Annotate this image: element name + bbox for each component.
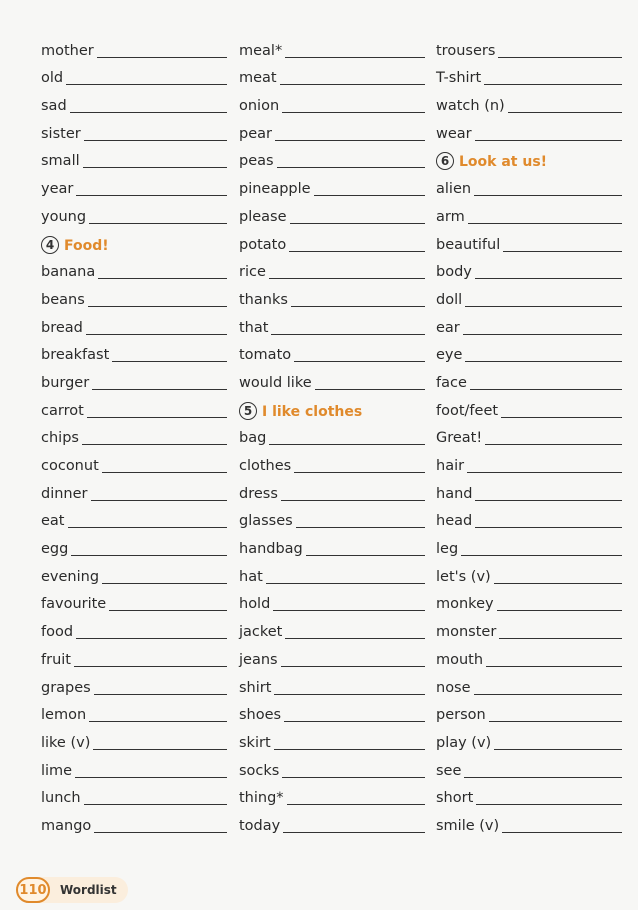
answer-line <box>475 500 622 501</box>
word-label: jacket <box>239 624 283 641</box>
word-label: food <box>41 624 74 641</box>
word-label: thing* <box>239 790 284 807</box>
word-row <box>436 337 622 365</box>
word-label: see <box>436 762 462 779</box>
answer-line <box>465 306 622 307</box>
word-group <box>436 170 622 835</box>
word-label: let's (v) <box>436 568 491 585</box>
answer-line <box>475 140 622 141</box>
word-label: banana <box>41 264 96 281</box>
answer-line <box>281 500 425 501</box>
answer-line <box>498 57 622 58</box>
word-label: hand <box>436 485 473 502</box>
word-row <box>239 87 425 115</box>
word-label: burger <box>41 374 90 391</box>
word-label: old <box>41 70 64 87</box>
word-row <box>436 697 622 725</box>
word-label: wear <box>436 125 472 142</box>
answer-line <box>294 472 425 473</box>
word-label: mango <box>41 817 92 834</box>
answer-line <box>86 334 227 335</box>
word-row <box>436 503 622 531</box>
answer-line <box>93 749 227 750</box>
word-label: please <box>239 208 287 225</box>
word-row <box>436 447 622 475</box>
word-label: peas <box>239 153 274 170</box>
answer-line <box>66 84 227 85</box>
column-3 <box>436 32 622 835</box>
answer-line <box>296 527 425 528</box>
answer-line <box>508 112 622 113</box>
word-label: smile (v) <box>436 817 500 834</box>
word-label: shirt <box>239 679 272 696</box>
answer-line <box>269 278 425 279</box>
page-number: 110 <box>16 877 50 903</box>
word-label: bread <box>41 319 83 336</box>
word-row <box>239 558 425 586</box>
answer-line <box>92 389 227 390</box>
word-group <box>436 32 622 143</box>
word-row <box>41 669 227 697</box>
answer-line <box>88 306 227 307</box>
word-label: eye <box>436 347 463 364</box>
word-row <box>41 281 227 309</box>
word-label: shoes <box>239 707 282 724</box>
word-row <box>436 309 622 337</box>
word-row <box>41 115 227 143</box>
answer-line <box>485 444 622 445</box>
word-label: chips <box>41 430 79 447</box>
answer-line <box>476 804 622 805</box>
word-row <box>239 503 425 531</box>
answer-line <box>84 140 227 141</box>
word-label: face <box>436 374 467 391</box>
answer-line <box>275 140 425 141</box>
word-label: lemon <box>41 707 87 724</box>
answer-line <box>484 84 622 85</box>
answer-line <box>98 278 227 279</box>
word-label: beans <box>41 291 85 308</box>
word-label: tomato <box>239 347 292 364</box>
word-row <box>41 60 227 88</box>
word-label: evening <box>41 568 100 585</box>
word-label: dinner <box>41 485 88 502</box>
answer-line <box>274 694 425 695</box>
word-label: head <box>436 513 473 530</box>
answer-line <box>71 555 227 556</box>
word-label: hat <box>239 568 263 585</box>
answer-line <box>291 306 425 307</box>
word-label: Great! <box>436 430 483 447</box>
word-row <box>239 669 425 697</box>
word-row <box>436 420 622 448</box>
word-label: hold <box>239 596 271 613</box>
word-label: onion <box>239 98 280 115</box>
answer-line <box>70 112 227 113</box>
word-label: lime <box>41 762 73 779</box>
answer-line <box>83 167 227 168</box>
word-row <box>239 697 425 725</box>
answer-line <box>91 500 228 501</box>
word-row <box>239 170 425 198</box>
word-label: breakfast <box>41 347 110 364</box>
answer-line <box>464 777 622 778</box>
answer-line <box>290 223 425 224</box>
column-2 <box>239 32 425 835</box>
word-row <box>239 807 425 835</box>
answer-line <box>494 583 622 584</box>
word-label: monster <box>436 624 497 641</box>
answer-line <box>501 417 622 418</box>
word-label: dress <box>239 485 278 502</box>
word-row <box>41 530 227 558</box>
word-row <box>436 780 622 808</box>
answer-line <box>269 444 425 445</box>
word-row <box>239 281 425 309</box>
answer-line <box>475 527 622 528</box>
word-row <box>239 641 425 669</box>
word-group <box>239 32 425 392</box>
section-number-badge: 4 <box>41 236 59 254</box>
word-row <box>41 364 227 392</box>
answer-line <box>112 361 227 362</box>
word-row <box>41 87 227 115</box>
word-row <box>239 32 425 60</box>
word-row <box>436 807 622 835</box>
word-label: monkey <box>436 596 494 613</box>
word-row <box>239 115 425 143</box>
word-label: play (v) <box>436 734 492 751</box>
word-row <box>436 392 622 420</box>
word-label: today <box>239 817 281 834</box>
answer-line <box>284 721 425 722</box>
word-label: T-shirt <box>436 70 482 87</box>
word-label: rice <box>239 264 266 281</box>
word-row <box>41 503 227 531</box>
answer-line <box>467 472 622 473</box>
answer-line <box>474 694 622 695</box>
answer-line <box>266 583 425 584</box>
word-row <box>436 198 622 226</box>
word-row <box>239 475 425 503</box>
word-row <box>41 170 227 198</box>
word-row <box>41 724 227 752</box>
word-label: handbag <box>239 541 303 558</box>
word-row <box>239 226 425 254</box>
word-row <box>41 807 227 835</box>
word-label: trousers <box>436 42 496 59</box>
answer-line <box>294 361 425 362</box>
word-label: person <box>436 707 486 724</box>
word-label: mouth <box>436 651 484 668</box>
word-row <box>436 87 622 115</box>
word-label: socks <box>239 762 280 779</box>
word-group <box>41 32 227 226</box>
word-row <box>41 337 227 365</box>
word-row <box>436 475 622 503</box>
answer-line <box>285 57 425 58</box>
answer-line <box>283 832 425 833</box>
word-label: lunch <box>41 790 81 807</box>
answer-line <box>76 195 227 196</box>
footer-label: Wordlist <box>60 883 117 897</box>
word-label: small <box>41 153 80 170</box>
column-1 <box>41 32 227 835</box>
word-row <box>239 198 425 226</box>
word-row <box>239 60 425 88</box>
word-row <box>41 198 227 226</box>
answer-line <box>281 666 425 667</box>
word-row <box>41 32 227 60</box>
word-label: jeans <box>239 651 278 668</box>
word-group <box>41 254 227 835</box>
answer-line <box>461 555 622 556</box>
word-row <box>436 641 622 669</box>
answer-line <box>489 721 622 722</box>
word-row <box>239 143 425 171</box>
word-label: skirt <box>239 734 271 751</box>
word-row <box>239 752 425 780</box>
word-label: body <box>436 264 472 281</box>
word-row <box>436 613 622 641</box>
word-label: coconut <box>41 458 99 474</box>
answer-line <box>465 361 622 362</box>
word-row <box>41 558 227 586</box>
word-row <box>239 420 425 448</box>
answer-line <box>289 251 425 252</box>
word-label: that <box>239 319 269 336</box>
answer-line <box>282 112 425 113</box>
answer-line <box>314 195 425 196</box>
word-row <box>239 586 425 614</box>
page-footer <box>0 873 130 907</box>
word-row <box>436 254 622 282</box>
word-row <box>239 254 425 282</box>
answer-line <box>97 57 227 58</box>
word-label: leg <box>436 541 459 558</box>
answer-line <box>287 804 425 805</box>
word-row <box>436 586 622 614</box>
answer-line <box>470 389 622 390</box>
word-row <box>41 697 227 725</box>
word-label: alien <box>436 181 472 198</box>
answer-line <box>68 527 228 528</box>
section-title: Food! <box>64 237 109 254</box>
word-row <box>41 586 227 614</box>
answer-line <box>76 638 227 639</box>
word-row <box>436 752 622 780</box>
section-number-badge: 5 <box>239 402 257 420</box>
word-row <box>41 420 227 448</box>
word-label: arm <box>436 208 465 225</box>
word-row <box>239 337 425 365</box>
word-row <box>436 530 622 558</box>
word-label: short <box>436 790 474 807</box>
word-row <box>436 170 622 198</box>
word-label: pear <box>239 125 272 142</box>
word-label: young <box>41 208 87 225</box>
answer-line <box>82 444 227 445</box>
answer-line <box>102 472 227 473</box>
answer-line <box>274 749 425 750</box>
word-row <box>436 364 622 392</box>
answer-line <box>494 749 622 750</box>
answer-line <box>282 777 425 778</box>
word-row <box>436 226 622 254</box>
answer-line <box>468 223 622 224</box>
answer-line <box>87 417 227 418</box>
word-row <box>239 724 425 752</box>
word-row <box>436 60 622 88</box>
answer-line <box>486 666 622 667</box>
word-row <box>239 780 425 808</box>
word-label: ear <box>436 319 460 336</box>
word-label: nose <box>436 679 471 696</box>
section-heading <box>239 392 425 420</box>
section-title: I like clothes <box>262 403 363 420</box>
answer-line <box>273 610 425 611</box>
section-heading <box>41 226 227 254</box>
word-row <box>436 115 622 143</box>
word-label: hair <box>436 458 465 474</box>
word-label: clothes <box>239 458 292 474</box>
word-label: would like <box>239 374 312 391</box>
word-row <box>239 447 425 475</box>
word-row <box>239 309 425 337</box>
answer-line <box>102 583 227 584</box>
section-heading <box>436 143 622 171</box>
word-label: doll <box>436 291 463 308</box>
word-row <box>41 780 227 808</box>
answer-line <box>89 223 227 224</box>
answer-line <box>475 278 622 279</box>
word-row <box>436 669 622 697</box>
answer-line <box>474 195 622 196</box>
answer-line <box>271 334 425 335</box>
word-label: mother <box>41 42 94 59</box>
answer-line <box>497 610 622 611</box>
word-label: carrot <box>41 402 84 419</box>
word-row <box>436 281 622 309</box>
word-label: bag <box>239 430 267 447</box>
word-row <box>239 364 425 392</box>
word-label: foot/feet <box>436 402 499 419</box>
word-row <box>41 475 227 503</box>
word-label: pineapple <box>239 181 311 198</box>
word-label: sad <box>41 98 67 115</box>
answer-line <box>277 167 425 168</box>
word-row <box>41 447 227 475</box>
word-row <box>41 309 227 337</box>
answer-line <box>74 666 227 667</box>
word-label: sister <box>41 125 81 142</box>
word-row <box>41 613 227 641</box>
answer-line <box>502 832 622 833</box>
word-label: like (v) <box>41 734 91 751</box>
word-row <box>41 143 227 171</box>
answer-line <box>306 555 425 556</box>
answer-line <box>315 389 425 390</box>
answer-line <box>75 777 227 778</box>
answer-line <box>94 832 227 833</box>
answer-line <box>109 610 227 611</box>
word-label: beautiful <box>436 236 501 253</box>
word-label: watch (n) <box>436 98 505 115</box>
word-row <box>436 558 622 586</box>
word-row <box>41 752 227 780</box>
word-label: year <box>41 181 74 198</box>
answer-line <box>463 334 622 335</box>
word-label: meal* <box>239 42 283 59</box>
word-label: glasses <box>239 513 293 530</box>
section-number-badge: 6 <box>436 152 454 170</box>
word-row <box>239 530 425 558</box>
word-row <box>41 392 227 420</box>
word-label: fruit <box>41 651 71 668</box>
word-label: favourite <box>41 596 107 613</box>
answer-line <box>499 638 622 639</box>
word-row <box>436 724 622 752</box>
answer-line <box>94 694 227 695</box>
section-title: Look at us! <box>459 154 548 171</box>
answer-line <box>84 804 227 805</box>
word-label: potato <box>239 236 287 253</box>
word-row <box>436 32 622 60</box>
word-label: thanks <box>239 291 288 308</box>
answer-line <box>503 251 622 252</box>
word-label: meat <box>239 70 277 87</box>
word-label: egg <box>41 541 69 558</box>
word-row <box>41 254 227 282</box>
answer-line <box>280 84 425 85</box>
answer-line <box>89 721 227 722</box>
word-row <box>41 641 227 669</box>
word-group <box>239 420 425 835</box>
answer-line <box>285 638 425 639</box>
word-label: eat <box>41 513 65 530</box>
word-label: grapes <box>41 679 91 696</box>
word-row <box>239 613 425 641</box>
